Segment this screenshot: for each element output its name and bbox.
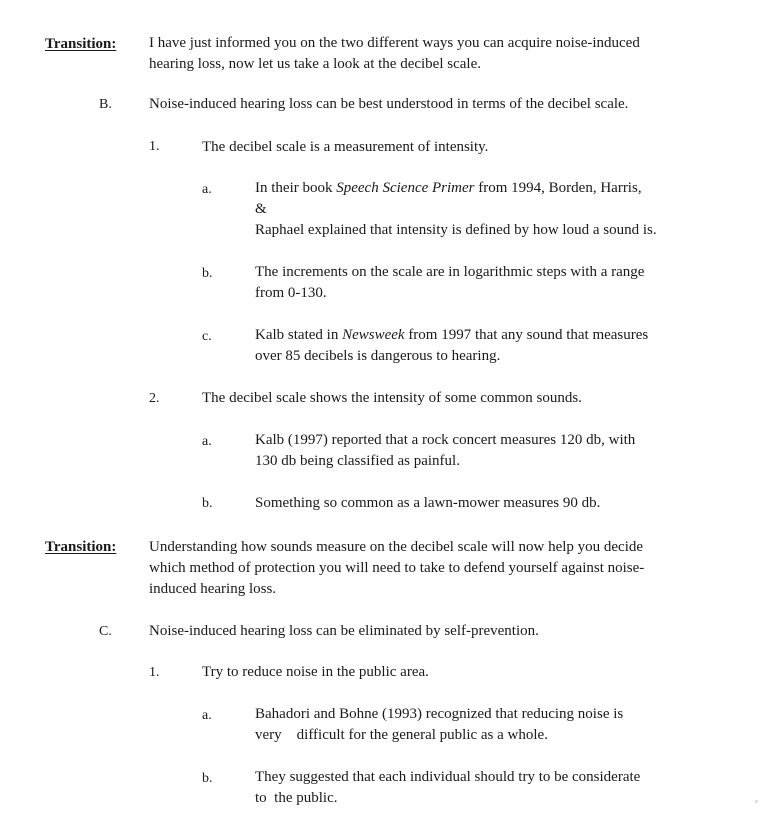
subpoint-marker: c. [202, 329, 212, 344]
section-marker-b: B. [99, 97, 112, 112]
subpoint-marker: a. [202, 182, 212, 197]
transition-label: Transition: [45, 36, 117, 52]
subpoint-text [255, 704, 623, 746]
transition-text [149, 33, 640, 75]
text-run: from 1997 that any sound that measures [404, 327, 649, 343]
subpoint-text-line: Kalb (1997) reported that a rock concert measures 120 db, with [255, 432, 636, 448]
section-marker-c: C. [99, 624, 112, 639]
subpoint-marker: b. [202, 496, 213, 511]
point-heading: The decibel scale is a measurement of intensity. [202, 139, 489, 155]
transition-text-line: I have just informed you on the two different ways you can acquire noise-induced [149, 35, 640, 51]
subpoint-text-line: They suggested that each individual should try to be considerate [255, 769, 641, 785]
subpoint-text-line [255, 325, 648, 346]
book-title: Speech Science Primer [336, 180, 475, 196]
point-marker: 2. [149, 391, 160, 406]
transition-text-line: induced hearing loss. [149, 581, 277, 597]
transition-label: Transition: [45, 539, 117, 555]
magazine-title: Newsweek [342, 327, 405, 343]
subpoint-text-line: Raphael explained that intensity is defined by how loud a sound is. [255, 222, 657, 238]
subpoint-text [255, 262, 644, 304]
subpoint-marker: b. [202, 266, 213, 281]
text-run: from 1994, Borden, Harris, [474, 180, 642, 196]
scan-speck [755, 800, 758, 803]
point-heading: Try to reduce noise in the public area. [202, 664, 429, 680]
transition-text [149, 537, 644, 600]
subpoint-text-line: & [255, 201, 267, 217]
subpoint-text [255, 430, 635, 472]
transition-text-line: hearing loss, now let us take a look at the decibel scale. [149, 56, 481, 72]
point-marker: 1. [149, 139, 160, 154]
point-marker: 1. [149, 665, 160, 680]
point-heading: The decibel scale shows the intensity of some common sounds. [202, 390, 582, 406]
subpoint-text: Something so common as a lawn-mower measures 90 db. [255, 495, 601, 511]
subpoint-marker: a. [202, 434, 212, 449]
text-run: In their book [255, 180, 337, 196]
subpoint-marker: a. [202, 708, 212, 723]
transition-text-line: which method of protection you will need to take to defend yourself against noise- [149, 560, 645, 576]
subpoint-text-line: 130 db being classified as painful. [255, 453, 460, 469]
subpoint-marker: b. [202, 771, 213, 786]
subpoint-text-line [255, 178, 657, 199]
subpoint-text-line: over 85 decibels is dangerous to hearing. [255, 348, 501, 364]
section-heading-c: Noise-induced hearing loss can be eliminated by self-prevention. [149, 623, 539, 639]
subpoint-text [255, 767, 640, 809]
subpoint-text-line: from 0-130. [255, 285, 327, 301]
text-run: Kalb stated in [255, 327, 343, 343]
subpoint-text [255, 178, 657, 241]
subpoint-text-line: very difficult for the general public as a whole. [255, 727, 548, 743]
subpoint-text-line: The increments on the scale are in logarithmic steps with a range [255, 264, 645, 280]
subpoint-text [255, 325, 648, 367]
subpoint-text-line: Bahadori and Bohne (1993) recognized that reducing noise is [255, 706, 624, 722]
subpoint-text-line: to the public. [255, 790, 338, 806]
section-heading-b: Noise-induced hearing loss can be best understood in terms of the decibel scale. [149, 96, 629, 112]
transition-text-line: Understanding how sounds measure on the decibel scale will now help you decide [149, 539, 644, 555]
